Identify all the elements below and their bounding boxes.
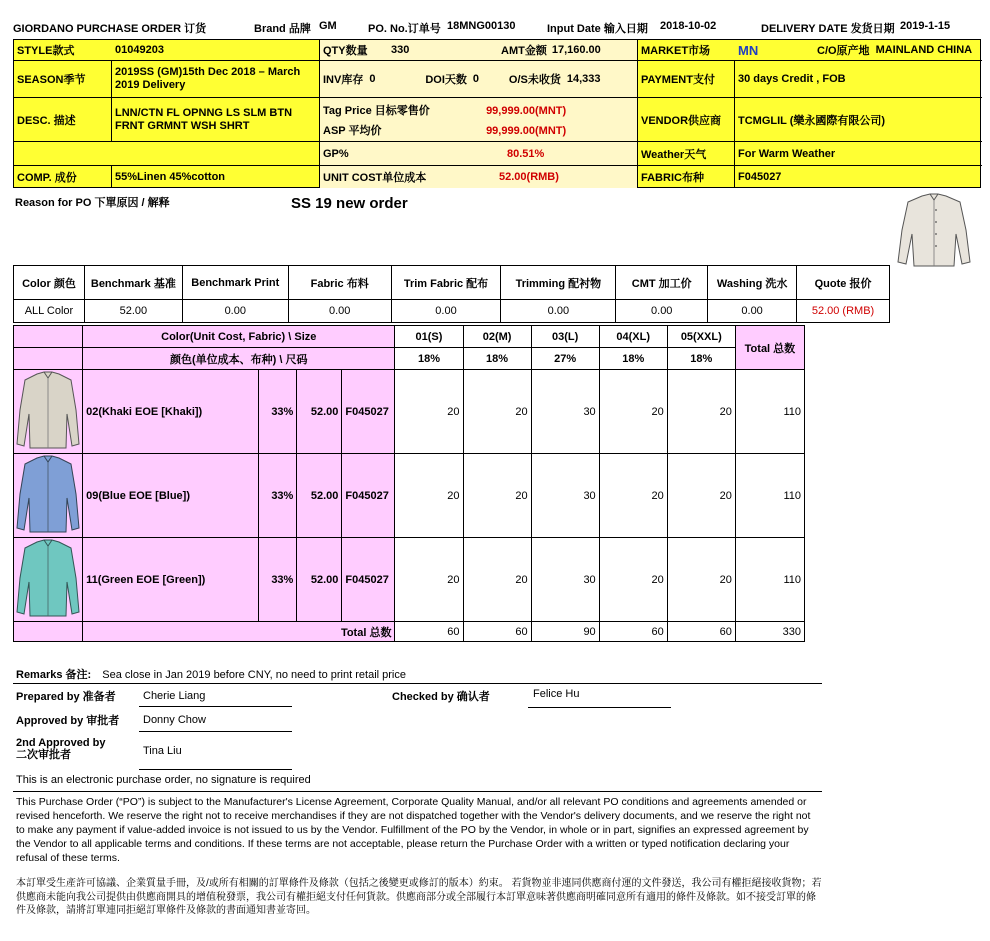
total-s: 60 bbox=[395, 622, 463, 642]
row-pct: 33% bbox=[259, 538, 297, 622]
benchmark-table bbox=[13, 265, 890, 323]
style-label: STYLE款式 bbox=[17, 45, 75, 57]
size-header-cn: 颜色(单位成本、布种) \ 尺码 bbox=[83, 348, 395, 370]
row-qty-m: 20 bbox=[463, 454, 531, 538]
delivery-date-label: DELIVERY DATE 发货日期 bbox=[761, 23, 895, 35]
row-total: 110 bbox=[735, 454, 804, 538]
inv-label: INV库存 bbox=[323, 74, 364, 86]
bench-header-print: Benchmark Print bbox=[182, 266, 288, 300]
signature-line bbox=[528, 707, 671, 708]
khaki-shirt-image bbox=[14, 370, 83, 454]
bench-value-trim-fabric: 0.00 bbox=[391, 300, 501, 323]
size-pct-xxl: 18% bbox=[667, 348, 735, 370]
amt-label: AMT金额 bbox=[501, 45, 547, 57]
empty-cell bbox=[14, 142, 320, 166]
row-qty-m: 20 bbox=[463, 538, 531, 622]
approved-value: Donny Chow bbox=[143, 714, 206, 726]
row-pct: 33% bbox=[259, 370, 297, 454]
total-m: 60 bbox=[463, 622, 531, 642]
bench-header-color: Color 颜色 bbox=[14, 266, 85, 300]
size-label-xl: 04(XL) bbox=[599, 326, 667, 348]
row-color: 02(Khaki EOE [Khaki]) bbox=[83, 370, 259, 454]
desc-label: DESC. 描述 bbox=[14, 98, 112, 142]
gp-label: GP% bbox=[323, 147, 349, 160]
vendor-label: VENDOR供应商 bbox=[638, 98, 735, 142]
remarks bbox=[16, 666, 406, 682]
size-pct-m: 18% bbox=[463, 348, 531, 370]
bench-value-print: 0.00 bbox=[182, 300, 288, 323]
terms-cn: 本訂單受生產許可協議、企業質量手冊，及/或所有相關的訂單條件及條款（包括之後變更或修訂的版本）約束。 若貨物並非連同供應商付運的文件發送，我公司有權拒絕接收貨物；若供應商未能向我公司提供由供應商開具的增值稅發票，我公司有權拒絕支付任何貨款。供應商部分或全部履行本訂單意味著供應商明確同意所有適用的條件及條款。如不接受訂單的條件及條款，請將訂單連同拒絕訂單條件及條款的書面通知書並寄回。 bbox=[16, 878, 822, 916]
style-value: 01049203 bbox=[115, 44, 164, 56]
size-label-l: 03(L) bbox=[531, 326, 599, 348]
payment-label: PAYMENT支付 bbox=[638, 61, 735, 98]
row-qty-xxl: 20 bbox=[667, 538, 735, 622]
unit-cost-value: 52.00(RMB) bbox=[499, 171, 559, 183]
total-xl: 60 bbox=[599, 622, 667, 642]
totals-label: Total 总数 bbox=[83, 622, 395, 642]
asp-label: ASP 平均价 bbox=[323, 125, 382, 137]
bench-value-trimming: 0.00 bbox=[501, 300, 616, 323]
approved-label: Approved by 审批者 bbox=[16, 715, 120, 727]
comp-label: COMP. 成份 bbox=[14, 166, 112, 188]
row-fabric: F045027 bbox=[342, 454, 395, 538]
season-label: SEASON季节 bbox=[14, 61, 112, 98]
row-color: 09(Blue EOE [Blue]) bbox=[83, 454, 259, 538]
row-qty-l: 30 bbox=[531, 454, 599, 538]
info-grid bbox=[13, 39, 981, 188]
bench-header-washing: Washing 洗水 bbox=[708, 266, 797, 300]
size-header-blank-2 bbox=[14, 348, 83, 370]
input-date-label: Input Date 输入日期 bbox=[547, 23, 648, 35]
brand-value: GM bbox=[319, 20, 337, 32]
size-pct-s: 18% bbox=[395, 348, 463, 370]
unit-cost-cell bbox=[320, 166, 638, 188]
blue-shirt-image bbox=[14, 454, 83, 538]
table-row bbox=[14, 538, 805, 622]
bench-header-benchmark: Benchmark 基准 bbox=[84, 266, 182, 300]
electronic-note: This is an electronic purchase order, no signature is required bbox=[16, 774, 311, 786]
gp-cell bbox=[320, 142, 638, 166]
size-label-m: 02(M) bbox=[463, 326, 531, 348]
bench-header-cmt: CMT 加工价 bbox=[616, 266, 708, 300]
row-total: 110 bbox=[735, 370, 804, 454]
signature-line bbox=[139, 731, 292, 732]
brand-label: Brand 品牌 bbox=[254, 23, 311, 35]
bench-value-quote: 52.00 (RMB) bbox=[797, 300, 890, 323]
season-value: 2019SS (GM)15th Dec 2018 – March 2019 Delivery bbox=[112, 61, 320, 98]
size-header-blank bbox=[14, 326, 83, 348]
row-total: 110 bbox=[735, 538, 804, 622]
tag-price-value: 99,999.00(MNT) bbox=[486, 105, 567, 117]
os-value: 14,333 bbox=[566, 73, 601, 85]
bench-value-cmt: 0.00 bbox=[616, 300, 708, 323]
po-number-value: 18MNG00130 bbox=[447, 20, 516, 32]
row-cost: 52.00 bbox=[297, 454, 342, 538]
weather-value: For Warm Weather bbox=[735, 142, 982, 166]
shirt-icon bbox=[15, 370, 81, 450]
total-l: 90 bbox=[531, 622, 599, 642]
market-label: MARKET市场 bbox=[641, 45, 711, 57]
grand-total: 330 bbox=[735, 622, 804, 642]
approved2-label-en: 2nd Approved by bbox=[16, 737, 106, 749]
market-cell bbox=[638, 40, 982, 61]
input-date-value: 2018-10-02 bbox=[660, 20, 717, 32]
row-qty-s: 20 bbox=[395, 454, 463, 538]
os-label: O/S未收货 bbox=[508, 74, 561, 86]
shirt-icon bbox=[15, 454, 81, 534]
tag-price-label: Tag Price 目标零售价 bbox=[323, 105, 430, 117]
bench-header-trimming: Trimming 配衬物 bbox=[501, 266, 616, 300]
bench-value-fabric: 0.00 bbox=[288, 300, 391, 323]
signature-line bbox=[139, 769, 292, 770]
payment-value: 30 days Credit , FOB bbox=[735, 61, 982, 98]
doi-label: DOI天数 bbox=[425, 74, 467, 86]
amt-value: 17,160.00 bbox=[551, 44, 601, 56]
size-label-s: 01(S) bbox=[395, 326, 463, 348]
row-pct: 33% bbox=[259, 454, 297, 538]
checked-value: Felice Hu bbox=[533, 688, 580, 700]
po-title: GIORDANO PURCHASE ORDER 订货 bbox=[13, 23, 207, 35]
unit-cost-label: UNIT COST单位成本 bbox=[323, 172, 427, 184]
origin-value: MAINLAND CHINA bbox=[875, 44, 973, 56]
terms-en: This Purchase Order (“PO”) is subject to the Manufacturer's License Agreement, Corporate Quality Manual, and/or all relevant PO conditions and agreements amended or revised henceforth. We reserve the right not to receive merchandises if they are not dispatched together with the Vendor's delivery documents, and we reserve the right not to make any payment if value-added invoice is not issued to us by the Vendor. Fulfillment of the PO by the Vendor, in whole or in part, signifies an expressed agreement by the Vendor to all applicable terms and conditions. If these terms are not acceptable, please return the Purchase Order with a written or typed notification declaring your refusal of these terms. bbox=[16, 796, 811, 864]
origin-label: C/O原产地 bbox=[817, 45, 870, 57]
style-cell bbox=[14, 40, 320, 61]
row-qty-xxl: 20 bbox=[667, 454, 735, 538]
shirt-icon bbox=[894, 190, 974, 270]
vendor-value: TCMGLIL (樂永國際有限公司) bbox=[735, 98, 982, 142]
po-number-label: PO. No.订单号 bbox=[368, 23, 441, 35]
row-color: 11(Green EOE [Green]) bbox=[83, 538, 259, 622]
market-value: MN bbox=[738, 42, 759, 58]
doi-value: 0 bbox=[472, 73, 480, 85]
row-qty-l: 30 bbox=[531, 370, 599, 454]
bench-header-trim-fabric: Trim Fabric 配布 bbox=[391, 266, 501, 300]
row-qty-xl: 20 bbox=[599, 538, 667, 622]
fabric-value: F045027 bbox=[738, 171, 782, 183]
prepared-label: Prepared by 准备者 bbox=[16, 691, 116, 703]
qty-label: QTY数量 bbox=[323, 45, 368, 57]
size-table bbox=[13, 325, 805, 642]
checked-label: Checked by 确认者 bbox=[392, 691, 490, 703]
size-pct-l: 27% bbox=[531, 348, 599, 370]
row-qty-l: 30 bbox=[531, 538, 599, 622]
approved2-label-cn: 二次审批者 bbox=[16, 749, 71, 761]
row-cost: 52.00 bbox=[297, 538, 342, 622]
green-shirt-image bbox=[14, 538, 83, 622]
reason-label: Reason for PO 下單原因 / 解释 bbox=[15, 197, 170, 209]
row-qty-m: 20 bbox=[463, 370, 531, 454]
inventory-cell bbox=[320, 61, 638, 98]
prepared-value: Cherie Liang bbox=[143, 690, 206, 702]
inv-value: 0 bbox=[369, 73, 376, 85]
size-label-xxl: 05(XXL) bbox=[667, 326, 735, 348]
total-xxl: 60 bbox=[667, 622, 735, 642]
divider bbox=[13, 683, 822, 684]
row-qty-xl: 20 bbox=[599, 454, 667, 538]
divider bbox=[13, 791, 822, 792]
delivery-date-value: 2019-1-15 bbox=[900, 20, 951, 32]
approved2-label bbox=[16, 737, 105, 761]
approved2-value: Tina Liu bbox=[143, 745, 182, 757]
remarks-value: Sea close in Jan 2019 before CNY, no need to print retail price bbox=[102, 669, 406, 681]
totals-row bbox=[14, 622, 805, 642]
reason-value: SS 19 new order bbox=[291, 195, 408, 212]
asp-value: 99,999.00(MNT) bbox=[486, 125, 567, 137]
row-cost: 52.00 bbox=[297, 370, 342, 454]
price-cell bbox=[320, 98, 638, 142]
row-qty-xl: 20 bbox=[599, 370, 667, 454]
size-total-header: Total 总数 bbox=[735, 326, 804, 370]
row-fabric: F045027 bbox=[342, 370, 395, 454]
weather-label: Weather天气 bbox=[638, 142, 735, 166]
product-image bbox=[894, 190, 974, 270]
signature-line bbox=[139, 706, 292, 707]
row-qty-s: 20 bbox=[395, 370, 463, 454]
bench-header-quote: Quote 报价 bbox=[797, 266, 890, 300]
comp-value: 55%Linen 45%cotton bbox=[112, 166, 320, 188]
shirt-icon bbox=[15, 538, 81, 618]
size-header-en: Color(Unit Cost, Fabric) \ Size bbox=[83, 326, 395, 348]
fabric-label: FABRIC布种 bbox=[638, 166, 735, 188]
totals-blank bbox=[14, 622, 83, 642]
qty-amt-cell bbox=[320, 40, 638, 61]
size-pct-xl: 18% bbox=[599, 348, 667, 370]
bench-value-washing: 0.00 bbox=[708, 300, 797, 323]
bench-value-benchmark: 52.00 bbox=[84, 300, 182, 323]
table-row bbox=[14, 370, 805, 454]
desc-value: LNN/CTN FL OPNNG LS SLM BTN FRNT GRMNT WSH SHRT bbox=[112, 98, 320, 142]
qty-value: 330 bbox=[391, 44, 410, 56]
bench-value-color: ALL Color bbox=[14, 300, 85, 323]
row-qty-xxl: 20 bbox=[667, 370, 735, 454]
table-row bbox=[14, 454, 805, 538]
row-qty-s: 20 bbox=[395, 538, 463, 622]
remarks-label: Remarks 备注: bbox=[16, 669, 92, 681]
bench-header-fabric: Fabric 布料 bbox=[288, 266, 391, 300]
row-fabric: F045027 bbox=[342, 538, 395, 622]
gp-value: 80.51% bbox=[507, 147, 545, 160]
